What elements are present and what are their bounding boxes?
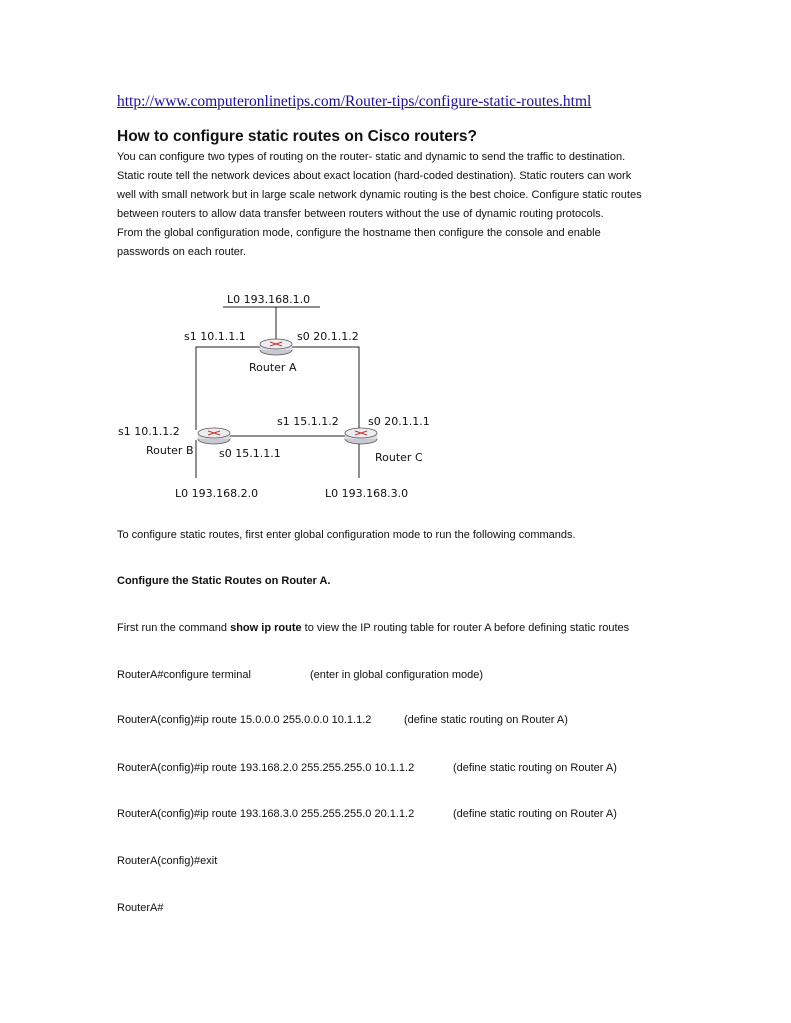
command-line: RouterA(config)#exit [117, 855, 218, 867]
router-c-icon [345, 428, 377, 444]
router-c-s0-label: s0 20.1.1.1 [368, 415, 430, 428]
router-c-s1-label: s1 15.1.1.2 [277, 415, 339, 428]
router-a-name: Router A [249, 361, 297, 374]
intro-line: passwords on each router. [117, 246, 247, 258]
router-b-name: Router B [146, 444, 194, 457]
intro-line: well with small network but in large scale network dynamic routing is the best choice. Configure static routes [117, 189, 642, 201]
router-b-s1-label: s1 10.1.1.2 [118, 425, 180, 438]
intro-line: You can configure two types of routing on the router- static and dynamic to send the traffic to destination. [117, 151, 626, 163]
intro-paragraph [117, 148, 692, 262]
source-url-link[interactable]: http://www.computeronlinetips.com/Router-tips/configure-static-routes.html [117, 93, 592, 110]
intro-line: between routers to allow data transfer between routers without the use of dynamic routing protocols. [117, 208, 604, 220]
command-line: RouterA(config)#ip route 193.168.3.0 255.255.255.0 20.1.1.2 [117, 808, 415, 820]
command-comment: (define static routing on Router A) [404, 714, 568, 726]
command-line: RouterA(config)#ip route 15.0.0.0 255.0.0.0 10.1.1.2 [117, 714, 372, 726]
show-ip-after: to view the IP routing table for router A before defining static routes [301, 622, 630, 634]
command-line: RouterA(config)#ip route 193.168.2.0 255.255.255.0 10.1.1.2 [117, 762, 415, 774]
router-c-name: Router C [375, 451, 423, 464]
router-a-icon [260, 339, 292, 355]
command-line: RouterA#configure terminal [117, 669, 251, 681]
show-ip-before: First run the command [117, 622, 231, 634]
command-line: RouterA# [117, 902, 164, 914]
router-c-loopback-label: L0 193.168.3.0 [325, 487, 409, 500]
router-a-s0-label: s0 20.1.1.2 [297, 330, 359, 343]
command-comment: (enter in global configuration mode) [310, 669, 484, 681]
router-b-s0-label: s0 15.1.1.1 [219, 447, 281, 460]
page-title: How to configure static routes on Cisco routers? [117, 128, 477, 145]
intro-line: From the global configuration mode, configure the hostname then configure the console and enable [117, 227, 601, 239]
configure-intro-text: To configure static routes, first enter global configuration mode to run the following commands. [117, 529, 576, 541]
router-a-loopback-label: L0 193.168.1.0 [227, 293, 311, 306]
router-a-s1-label: s1 10.1.1.1 [184, 330, 246, 343]
command-comment: (define static routing on Router A) [453, 808, 617, 820]
router-a-heading: Configure the Static Routes on Router A. [117, 575, 331, 587]
link-a-b [196, 347, 276, 430]
router-b-icon [198, 428, 230, 444]
command-comment: (define static routing on Router A) [453, 762, 617, 774]
intro-line: Static route tell the network devices about exact location (hard-coded destination). Static routers can work [117, 170, 632, 182]
show-ip-command: show ip route [230, 622, 302, 634]
show-ip-route-text [117, 622, 629, 634]
network-diagram [110, 285, 450, 510]
router-b-loopback-label: L0 193.168.2.0 [175, 487, 259, 500]
